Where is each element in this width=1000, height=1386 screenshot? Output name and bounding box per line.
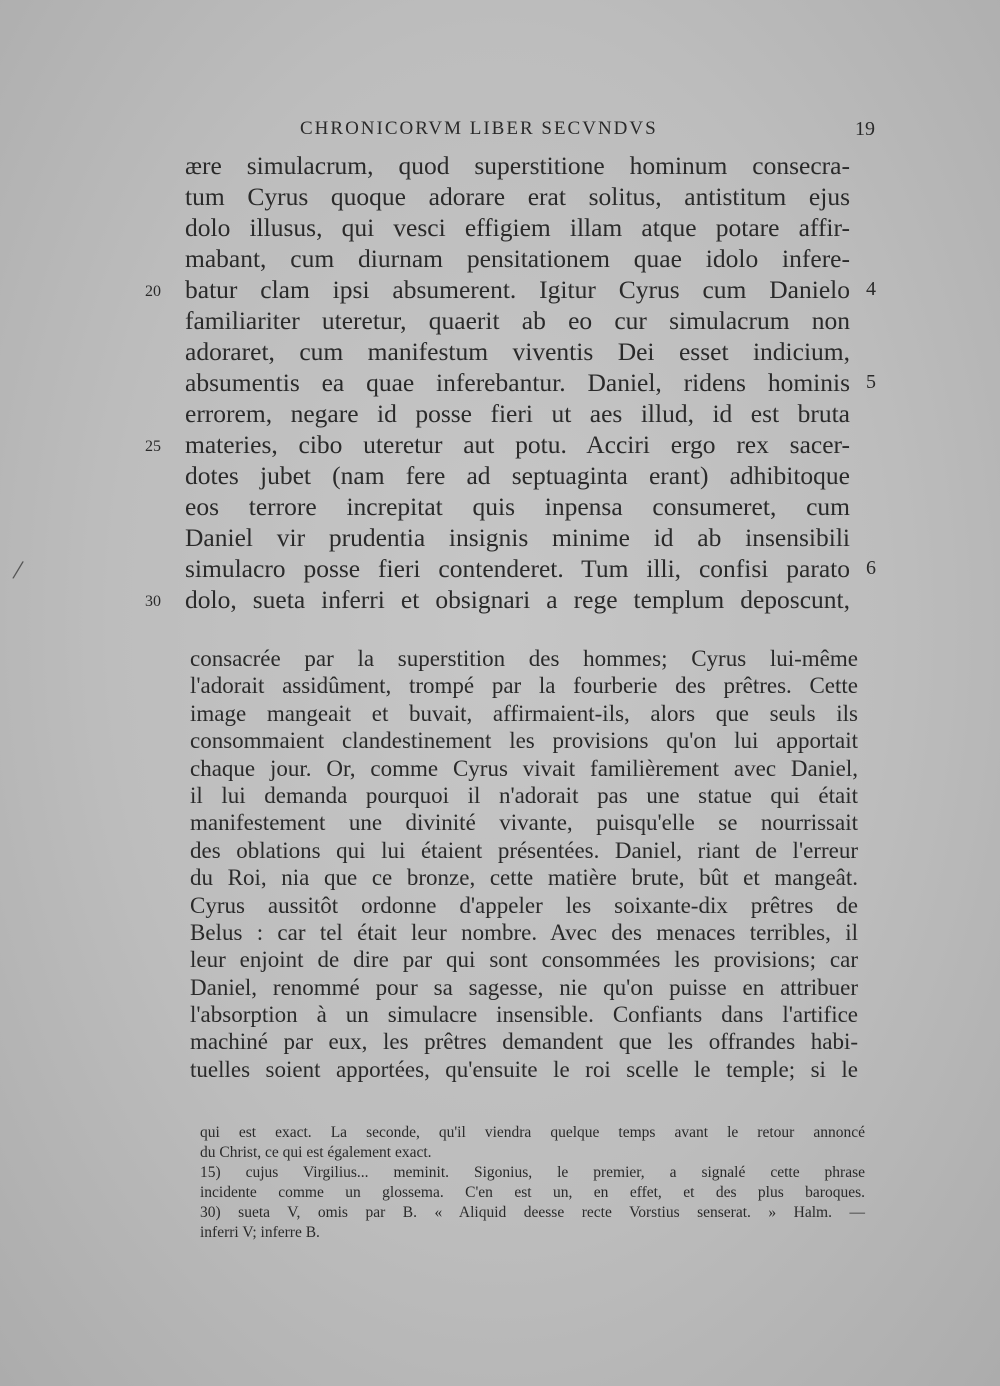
latin-line-text: familiariter uteretur, quaerit ab eo cur simulacrum non [185,306,850,335]
paragraph-marker: 4 [866,278,876,300]
french-line [190,946,858,973]
french-line-text: leur enjoint de dire par qui sont consommées les provisions; car [190,947,858,973]
latin-line-text: dotes jubet (nam fere ad septuaginta erant) adhibitoque [185,461,850,490]
paragraph-marker: 5 [866,371,876,393]
latin-line [185,336,850,367]
latin-text-block [145,150,876,615]
latin-line [185,398,850,429]
french-line-text: machiné par eux, les prêtres demandent que les offrandes habi- [190,1029,858,1055]
footnote-line-text: inferri V; inferre B. [200,1224,320,1241]
footnote-line-text: 15) cujus Virgilius... meminit. Sigonius, le premier, a signalé cette phrase [200,1164,865,1181]
french-line-text: l'adorait assidûment, trompé par la fourberie des prêtres. Cette [190,673,858,699]
french-line [190,1001,858,1028]
latin-line-text: batur clam ipsi absumerent. Igitur Cyrus cum Danielo [185,275,850,304]
latin-line-text: mabant, cum diurnam pensitationem quae idolo infere- [185,244,850,273]
latin-line [185,367,876,398]
latin-line [145,584,850,615]
line-number: 20 [145,283,161,300]
latin-line-text: dolo illusus, qui vesci effigiem illam atque potare affir- [185,213,850,242]
french-line-text: il lui demanda pourquoi il n'adorait pas une statue qui était [190,782,858,808]
french-line [190,782,858,809]
french-translation-block [190,645,858,1083]
footnote-line-text: 30) sueta V, omis par B. « Aliquid deesse recte Vorstius senserat. » Halm. — [200,1204,865,1221]
french-line [190,1028,858,1055]
latin-line [185,212,850,243]
french-line-text: Daniel, renommé pour sa sagesse, nie qu'on puisse en attribuer [190,974,858,1000]
french-line-text: image mangeait et buvait, affirmaient-ils, alors que seuls ils [190,700,858,726]
footnote-line-text: qui est exact. La seconde, qu'il viendra quelque temps avant le retour annoncé [200,1124,865,1141]
latin-line-text: Daniel vir prudentia insignis minime id ab insensibili [185,523,850,552]
french-line [190,837,858,864]
latin-line-text: adoraret, cum manifestum viventis Dei esset indicium, [185,337,850,366]
page-number: 19 [855,118,875,140]
french-line-text: Cyrus aussitôt ordonne d'appeler les soixante-dix prêtres de [190,892,858,918]
latin-line-text: materies, cibo uteretur aut potu. Acciri ergo rex sacer- [185,430,850,459]
french-line-text: consommaient clandestinement les provisions qu'on lui apportait [190,728,858,754]
french-line [190,1056,858,1083]
french-line [190,974,858,1001]
french-line [190,919,858,946]
footnote-line [200,1143,865,1163]
french-line-text: tuelles soient apportées, qu'ensuite le roi scelle le temple; si le [190,1056,858,1082]
latin-line [185,150,850,181]
french-line-text: des oblations qui lui étaient présentées. Daniel, riant de l'erreur [190,837,858,863]
footnote-line [200,1183,865,1203]
footnote-line [200,1203,865,1223]
latin-line [185,305,850,336]
french-line [190,892,858,919]
footnote-line-text: du Christ, ce qui est également exact. [200,1144,432,1161]
latin-line-text: tum Cyrus quoque adorare erat solitus, antistitum ejus [185,182,850,211]
latin-line [185,491,850,522]
latin-line [145,274,876,305]
latin-line-text: absumentis ea quae inferebantur. Daniel, ridens hominis [185,368,850,397]
latin-line [185,460,850,491]
french-line [190,755,858,782]
french-line [190,645,858,672]
line-number: 25 [145,438,161,455]
running-title: CHRONICORVM LIBER SECVNDVS [300,118,658,139]
french-line-text: consacrée par la superstition des hommes; Cyrus lui-même [190,646,858,671]
french-line [190,672,858,699]
footnotes-block [200,1123,865,1243]
latin-line [185,181,850,212]
latin-line-text: eos terrore increpitat quis inpensa consumeret, cum [185,492,850,521]
french-line [190,809,858,836]
footnote-line-text: incidente comme un glossema. C'en est un, en effet, et des plus baroques. [200,1184,865,1201]
latin-line [185,243,850,274]
latin-line-text: simulacro posse fieri contenderet. Tum illi, confisi parato [185,554,850,583]
french-line-text: l'absorption à un simulacre insensible. Confiants dans l'artifice [190,1002,858,1028]
latin-line [145,429,850,460]
french-line-text: manifestement une divinité vivante, puisqu'elle se nourrissait [190,810,858,836]
latin-line-text: ære simulacrum, quod superstitione hominum consecra- [185,151,850,180]
footnote-line [200,1223,865,1243]
latin-line-text: dolo, sueta inferri et obsignari a rege templum deposcunt, [185,585,850,614]
french-line-text: chaque jour. Or, comme Cyrus vivait familièrement avec Daniel, [190,755,858,781]
french-line-text: du Roi, nia que ce bronze, cette matière brute, bût et mangeât. [190,865,858,891]
line-number: 30 [145,593,161,610]
paragraph-marker: 6 [866,557,876,579]
french-line [190,727,858,754]
margin-pencil-mark: / [10,554,26,587]
latin-line-text: errorem, negare id posse fieri ut aes illud, id est bruta [185,399,850,428]
french-line-text: Belus : car tel était leur nombre. Avec des menaces terribles, il [190,919,858,945]
footnote-line [200,1123,865,1143]
french-line [190,864,858,891]
footnote-line [200,1163,865,1183]
latin-line [185,522,850,553]
french-line [190,700,858,727]
latin-line [185,553,876,584]
